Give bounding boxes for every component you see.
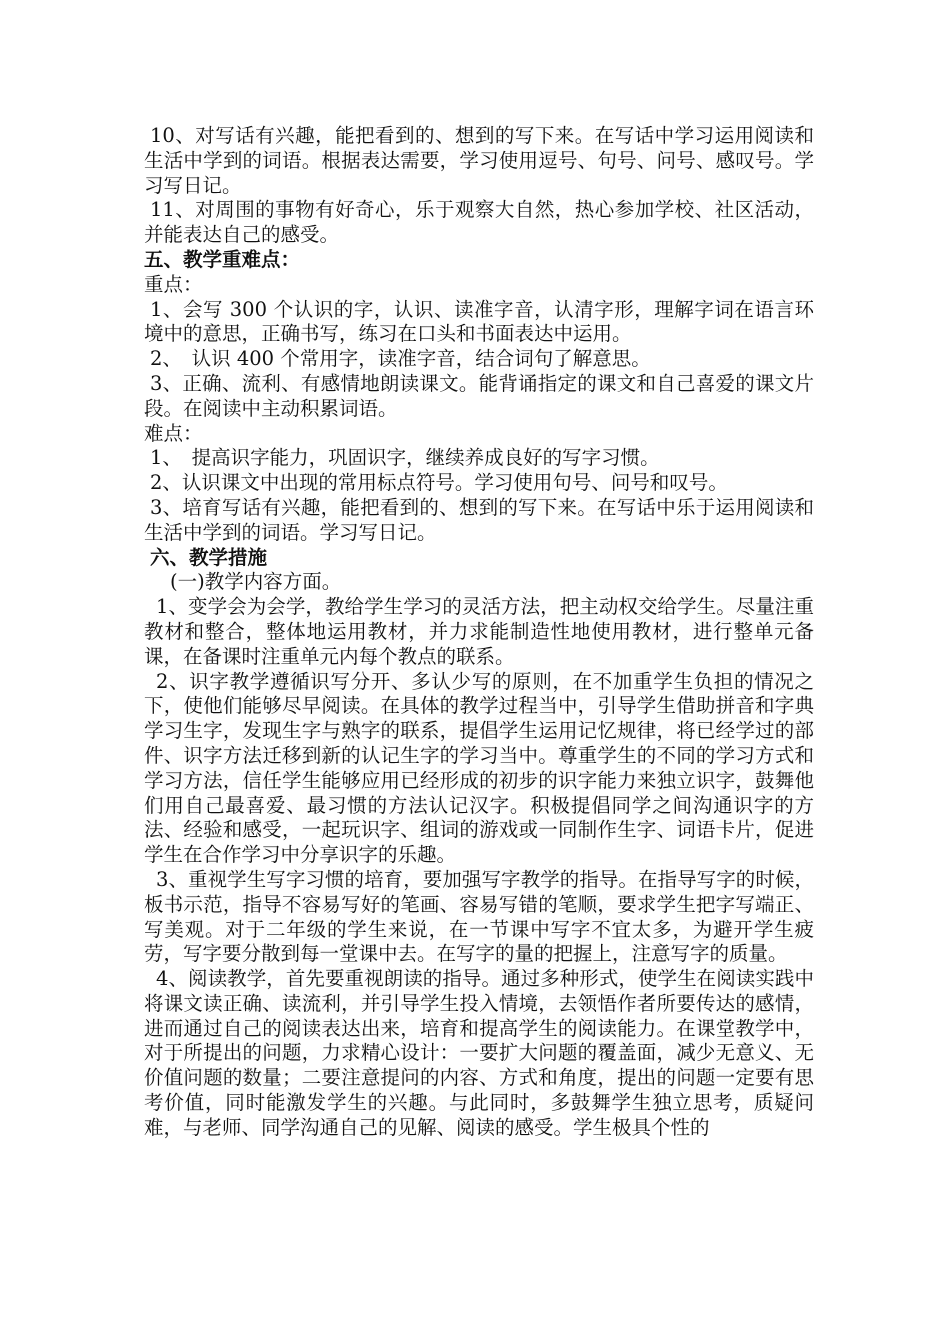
key-point-item: 2、 认识 400 个常用字，读准字音，结合词句了解意思。	[150, 347, 651, 371]
key-point-item: 3、正确、流利、有感情地朗读课文。能背诵指定的课文和自己喜爱的课文片段。在阅读中主动积累词语。	[144, 371, 814, 420]
section-heading-teaching-measures: 六、教学措施	[150, 545, 268, 569]
difficult-point-item: 2、认识课文中出现的常用标点符号。学习使用句号、问号和叹号。	[150, 471, 728, 495]
key-point-item: 1、会写 300 个认识的字，认识、读准字音，认清字形，理解字词在语言环境中的意思，正确书写，练习在口头和书面表达中运用。	[144, 297, 814, 346]
writing-goal-item: 10、对写话有兴趣，能把看到的、想到的写下来。在写话中学习运用阅读和生活中学到的词语。根据表达需要，学习使用逗号、句号、问号、感叹号。学习写日记。	[144, 124, 814, 197]
measure-paragraph: 1、变学会为会学，教给学生学习的灵活方法，把主动权交给学生。尽量注重教材和整合，整体地运用教材，并力求能制造性地使用教材，进行整单元备课，在备课时注重单元内每个教点的联系。	[144, 595, 814, 668]
section-heading-key-difficult-points: 五、教学重难点：	[144, 247, 301, 271]
measure-paragraph: 2、识字教学遵循识写分开、多认少写的原则，在不加重学生负担的情况之下，使他们能够尽早阅读。在具体的教学过程当中，引导学生借助拼音和字典学习生字，发现生字与熟字的联系，提倡学生运用记忆规律，将已经学过的部件、识字方法迁移到新的认记生字的学习当中。尊重学生的不同的学习方式和学习方法，信任学生能够应用已经形成的初步的识字能力来独立识字，鼓舞他们用自己最喜爱、最习惯的方法认记汉字。积极提倡同学之间沟通识字的方法、经验和感受，一起玩识字、组词的游戏或一同制作生字、词语卡片，促进学生在合作学习中分享识字的乐趣。	[144, 669, 814, 867]
difficult-points-label: 难点：	[144, 421, 203, 445]
key-points-label: 重点：	[144, 272, 203, 296]
subsection-teaching-content: (一)教学内容方面。	[170, 570, 342, 594]
difficult-point-item: 1、 提高识字能力，巩固识字，继续养成良好的写字习惯。	[150, 446, 660, 470]
difficult-point-item: 3、培育写话有兴趣，能把看到的、想到的写下来。在写话中乐于运用阅读和生活中学到的词语。学习写日记。	[144, 495, 814, 544]
measure-paragraph: 4、阅读教学，首先要重视朗读的指导。通过多种形式，使学生在阅读实践中将课文读正确、读流利，并引导学生投入情境，去领悟作者所要传达的感情，进而通过自己的阅读表达出来，培育和提高学生的阅读能力。在课堂教学中，对于所提出的问题，力求精心设计：一要扩大问题的覆盖面，减少无意义、无价值问题的数量；二要注意提问的内容、方式和角度，提出的问题一定要有思考价值，同时能激发学生的兴趣。与此同时，多鼓舞学生独立思考，质疑问难，与老师、同学沟通自己的见解、阅读的感受。学生极具个性的	[144, 967, 814, 1139]
measure-paragraph: 3、重视学生写字习惯的培育，要加强写字教学的指导。在指导写字的时候，板书示范，指导不容易写好的笔画、容易写错的笔顺，要求学生把字写端正、写美观。对于二年级的学生来说，在一节课中写字不宜太多，为避开学生疲劳，写字要分散到每一堂课中去。在写字的量的把握上，注意写字的质量。	[144, 867, 814, 966]
document-page	[144, 124, 814, 1141]
curiosity-goal-item: 11、对周围的事物有好奇心，乐于观察大自然，热心参加学校、社区活动，并能表达自己的感受。	[144, 198, 814, 247]
